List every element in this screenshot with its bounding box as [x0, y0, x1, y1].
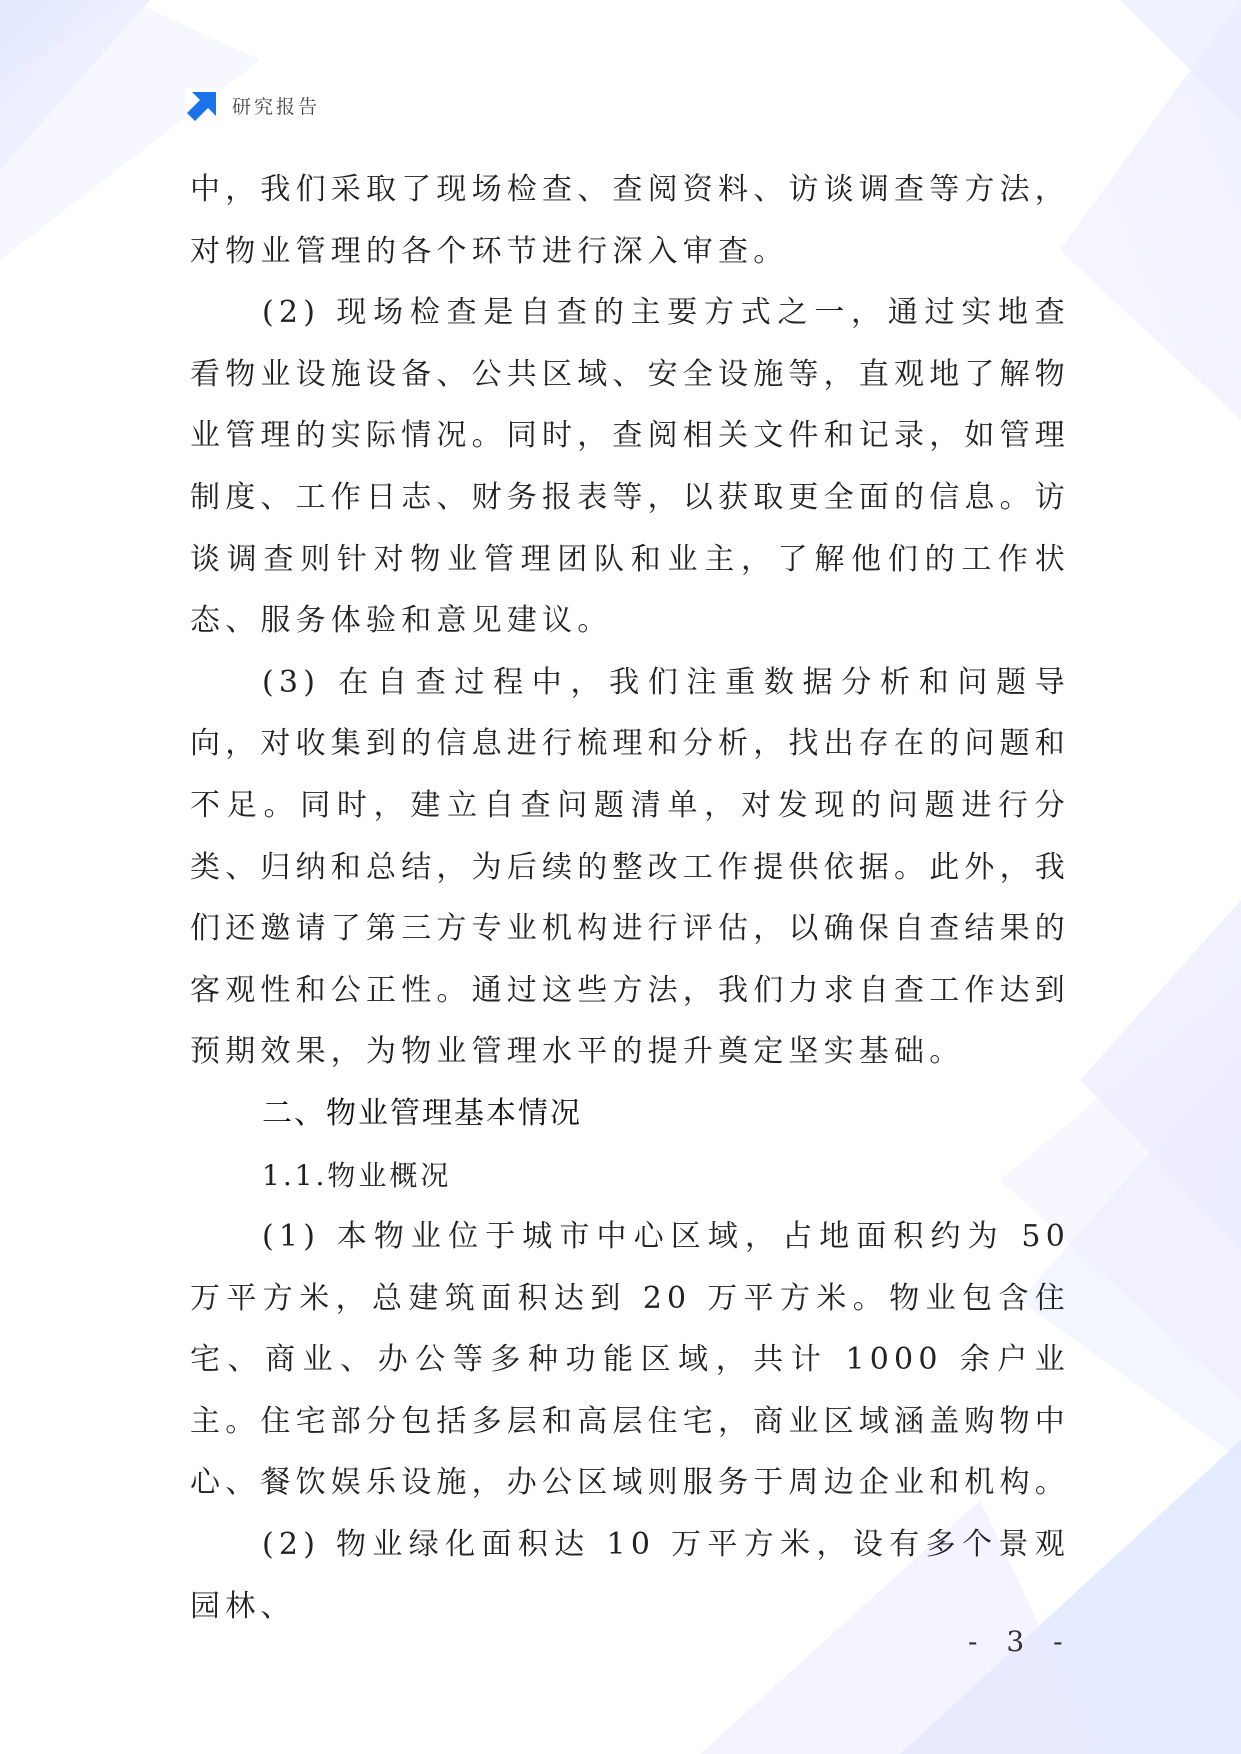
page-number: - 3 -: [968, 1625, 1073, 1658]
arrow-up-right-icon: [186, 88, 220, 122]
paragraph-3: (3) 在自查过程中，我们注重数据分析和问题导向，对收集到的信息进行梳理和分析，找出存在的问题和不足。同时，建立自查问题清单，对发现的问题进行分类、归纳和总结，为后续的整改工作提供依据。此外，我们还邀请了第三方专业机构进行评估，以确保自查结果的客观性和公正性。通过这些方法，我们力求自查工作达到预期效果，为物业管理水平的提升奠定坚实基础。: [190, 664, 1070, 1070]
paragraph-2: (2) 现场检查是自查的主要方式之一，通过实地查看物业设施设备、公共区域、安全设施等，直观地了解物业管理的实际情况。同时，查阅相关文件和记录，如管理制度、工作日志、财务报表等，以获取更全面的信息。访谈调查则针对物业管理团队和业主，了解他们的工作状态、服务体验和意见建议。: [190, 295, 1070, 639]
section-heading: 二、物业管理基本情况: [262, 1095, 582, 1131]
subsection-heading: 1.1.物业概况: [262, 1158, 452, 1192]
report-header: [186, 88, 320, 122]
header-title: 研究报告: [232, 95, 321, 118]
document-body: [190, 159, 1070, 1637]
paragraph-5: (2) 物业绿化面积达 10 万平方米，设有多个景观园林、: [190, 1527, 1070, 1624]
paragraph-continuation: 中，我们采取了现场检查、查阅资料、访谈调查等方法，对物业管理的各个环节进行深入审查。: [190, 172, 1070, 269]
paragraph-4: (1) 本物业位于城市中心区域，占地面积约为 50 万平方米，总建筑面积达到 20 万平方米。物业包含住宅、商业、办公等多种功能区域，共计 1000 余户业主。住宅部分包括多层和高层住宅，商业区域涵盖购物中心、餐饮娱乐设施，办公区域则服务于周边企业和机构。: [190, 1219, 1070, 1501]
